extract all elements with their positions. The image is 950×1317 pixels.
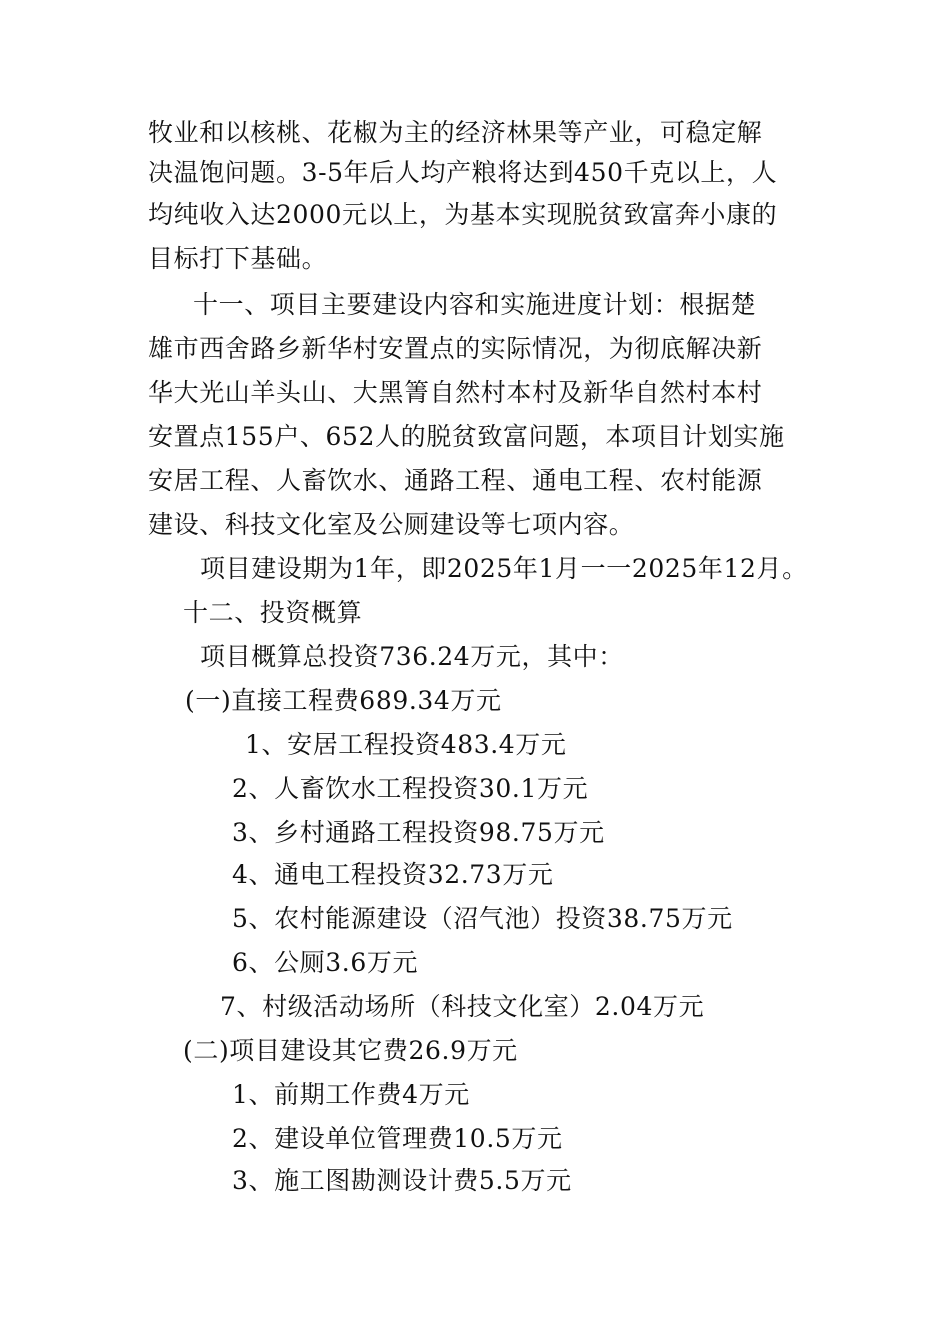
section-11-line: 华大光山羊头山、大黑箐自然村本村及新华自然村本村 <box>148 378 763 407</box>
direct-cost-item: 3、乡村通路工程投资98.75万元 <box>232 818 605 847</box>
direct-cost-heading: (一)直接工程费689.34万元 <box>185 686 502 715</box>
direct-cost-item: 1、安居工程投资483.4万元 <box>245 730 567 759</box>
other-cost-item: 1、前期工作费4万元 <box>232 1080 470 1109</box>
section-11-line: 十一、项目主要建设内容和实施进度计划：根据楚 <box>193 290 757 319</box>
direct-cost-item: 2、人畜饮水工程投资30.1万元 <box>232 774 589 803</box>
direct-cost-item: 4、通电工程投资32.73万元 <box>232 860 554 889</box>
paragraph-line: 目标打下基础。 <box>148 244 328 273</box>
direct-cost-item: 7、村级活动场所（科技文化室）2.04万元 <box>220 992 705 1021</box>
section-11-line: 雄市西舍路乡新华村安置点的实际情况，为彻底解决新 <box>148 334 763 363</box>
other-cost-item: 3、施工图勘测设计费5.5万元 <box>232 1166 572 1195</box>
direct-cost-item: 5、农村能源建设（沼气池）投资38.75万元 <box>232 904 733 933</box>
paragraph-line: 均纯收入达2000元以上，为基本实现脱贫致富奔小康的 <box>148 200 778 229</box>
construction-period: 项目建设期为1年，即2025年1月一一2025年12月。 <box>200 554 808 583</box>
section-11-line: 安居工程、人畜饮水、通路工程、通电工程、农村能源 <box>148 466 763 495</box>
direct-cost-item: 6、公厕3.6万元 <box>232 948 419 977</box>
paragraph-line: 牧业和以核桃、花椒为主的经济林果等产业，可稳定解 <box>148 118 763 147</box>
other-cost-heading: (二)项目建设其它费26.9万元 <box>183 1036 518 1065</box>
total-investment: 项目概算总投资736.24万元，其中： <box>200 642 624 671</box>
other-cost-item: 2、建设单位管理费10.5万元 <box>232 1124 563 1153</box>
section-12-heading: 十二、投资概算 <box>183 598 363 627</box>
section-11-line: 安置点155户、652人的脱贫致富问题，本项目计划实施 <box>148 422 785 451</box>
section-11-line: 建设、科技文化室及公厕建设等七项内容。 <box>148 510 635 539</box>
paragraph-line: 决温饱问题。3-5年后人均产粮将达到450千克以上，人 <box>148 158 778 187</box>
